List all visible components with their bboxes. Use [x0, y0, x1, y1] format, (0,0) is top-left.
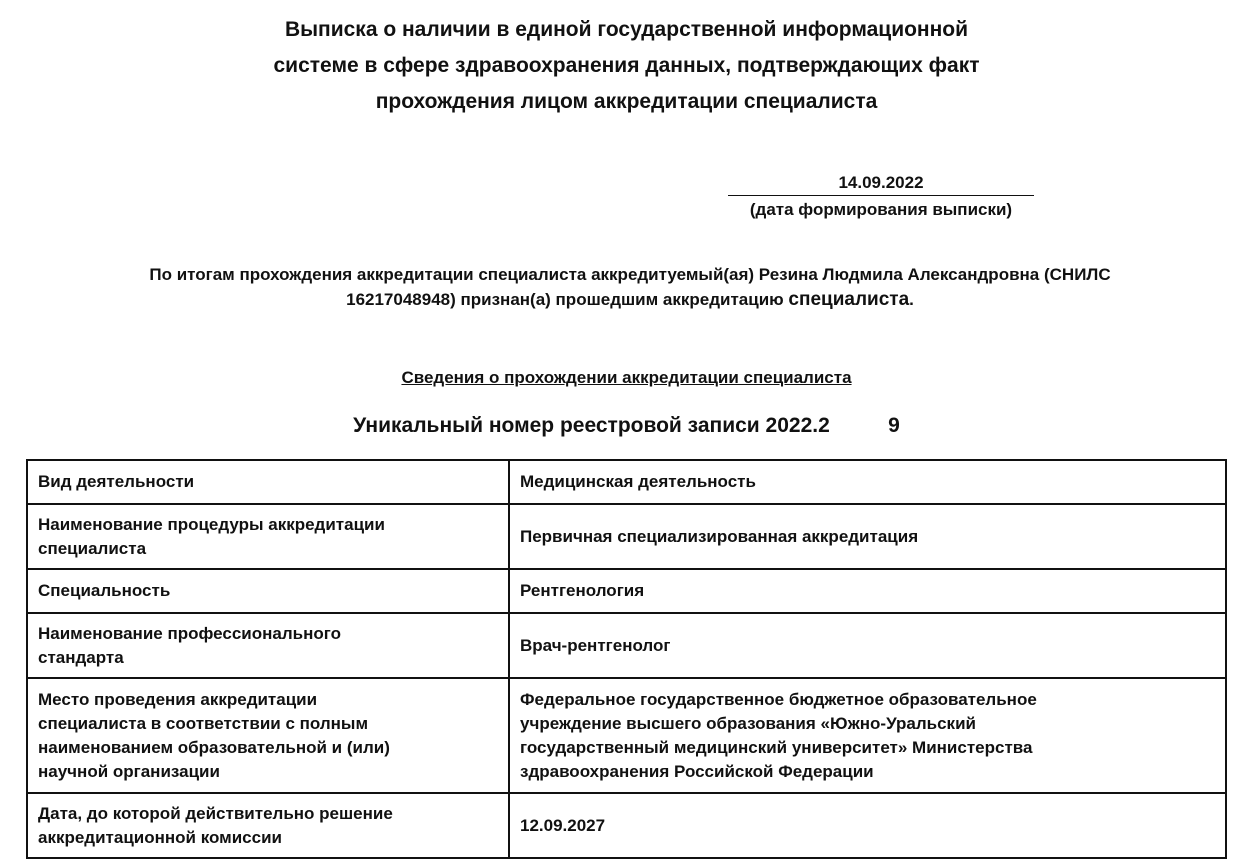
formation-date-block [728, 172, 1034, 222]
table-row [27, 793, 1226, 858]
section-heading-text: Сведения о прохождении аккредитации специалиста [401, 368, 852, 387]
row-label-line: Наименование процедуры аккредитации [38, 514, 385, 534]
row-value-line: Рентгенология [520, 581, 645, 600]
row-value [509, 678, 1226, 793]
row-value-line: учреждение высшего образования «Южно-Уральский [520, 713, 976, 733]
row-label-line: наименованием образовательной и (или) [38, 737, 390, 757]
row-label-line: Дата, до которой действительно решение [38, 803, 393, 823]
row-value [509, 793, 1226, 858]
row-value [509, 613, 1226, 678]
row-label [27, 569, 509, 613]
row-label-line: стандарта [38, 647, 124, 667]
table-row [27, 678, 1226, 793]
result-specialist-word: специалиста [788, 289, 910, 310]
document-title-line: системе в сфере здравоохранения данных, подтверждающих факт [273, 54, 980, 77]
section-heading [0, 366, 1253, 390]
row-value-line: Первичная специализированная аккредитация [520, 526, 919, 546]
result-line-2 [30, 287, 1230, 312]
row-label-line: специалиста [38, 538, 147, 558]
row-value [509, 504, 1226, 569]
formation-date: 14.09.2022 [728, 172, 1034, 196]
row-value-line: 12.09.2027 [520, 815, 606, 835]
row-label [27, 678, 509, 793]
result-period: . [909, 290, 914, 309]
document-title [100, 12, 1153, 120]
row-label-line: научной организации [38, 761, 220, 781]
registry-number-label: Уникальный номер реестровой записи 2022.2 [353, 414, 830, 437]
row-value-line: Врач-рентгенолог [520, 635, 671, 655]
row-value [509, 460, 1226, 504]
row-value-line: Федеральное государственное бюджетное образовательное [520, 689, 1037, 709]
row-value-line: государственный медицинский университет» Министерства [520, 737, 1033, 757]
row-value-line: Медицинская деятельность [520, 472, 756, 491]
accreditation-result-paragraph [30, 262, 1230, 312]
row-label [27, 793, 509, 858]
row-label [27, 613, 509, 678]
row-label-line: Наименование профессионального [38, 623, 341, 643]
row-label-line: Место проведения аккредитации [38, 689, 318, 709]
row-label-line: аккредитационной комиссии [38, 827, 282, 847]
row-value [509, 569, 1226, 613]
result-line-2-text: 16217048948) признан(а) прошедшим аккредитацию [346, 290, 784, 309]
result-line-1: По итогам прохождения аккредитации специалиста аккредитуемый(ая) Резина Людмила Александровна (СНИЛС [149, 265, 1111, 284]
document-title-line: прохождения лицом аккредитации специалиста [375, 90, 878, 113]
row-label-line: специалиста в соответствии с полным [38, 713, 369, 733]
accreditation-info-table [26, 459, 1227, 859]
row-label-line: Вид деятельности [38, 472, 195, 491]
table-row [27, 569, 1226, 613]
table-row [27, 613, 1226, 678]
row-label-line: Специальность [38, 581, 171, 600]
table-row [27, 460, 1226, 504]
row-label [27, 460, 509, 504]
formation-date-caption: (дата формирования выписки) [749, 200, 1013, 219]
registry-number-suffix: 9 [888, 414, 900, 437]
document-title-line: Выписка о наличии в единой государственной информационной [284, 18, 969, 41]
table-row [27, 504, 1226, 569]
row-label [27, 504, 509, 569]
row-value-line: здравоохранения Российской Федерации [520, 761, 874, 781]
registry-number [0, 411, 1253, 441]
